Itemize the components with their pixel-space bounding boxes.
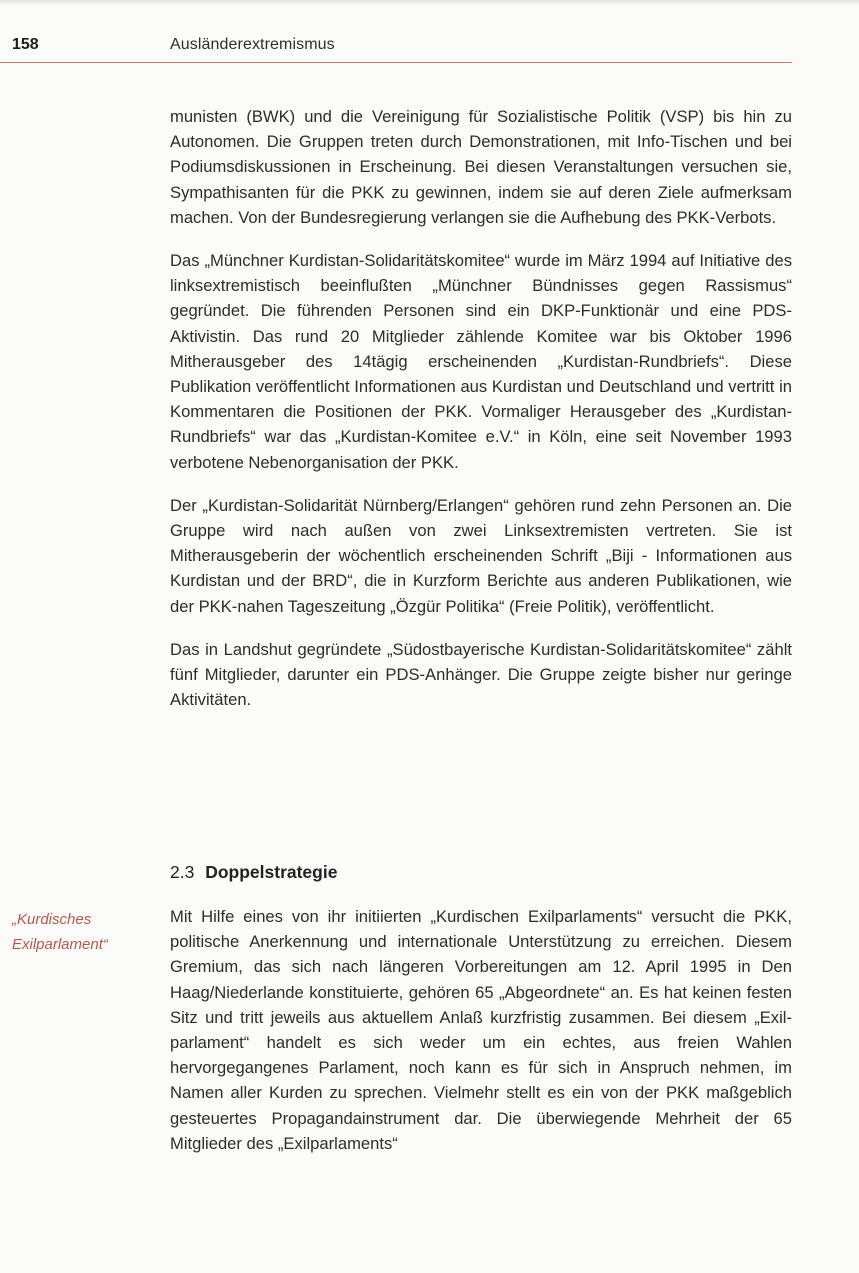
margin-note-line-1: „Kurdisches (12, 911, 92, 928)
paragraph-4: Das in Landshut gegründete „Südostbayerische Kurdistan-Solidaritätskomitee“ zählt fünf Mitglieder, darunter ein PDS-Anhänger. Die Gruppe zeigte bisher nur geringe Aktivitäten. (170, 639, 792, 710)
page-number: 158 (12, 36, 39, 53)
section-number: 2.3 (170, 862, 195, 882)
margin-note-line-2: Exilparlament“ (12, 936, 108, 953)
paragraph-3: Der „Kurdistan-Solidarität Nürnberg/Erlangen“ gehören rund zehn Personen an. Die Gruppe wird nach außen von zwei Linksextremisten vertreten. Sie ist Mitherausgeberin der wöchentlich erscheinenden Schrift „Biji - Informationen aus Kurdistan und der BRD“, die in Kurzform Berichte aus anderen Publikationen, wie der PKK-nahen Tageszeitung „Özgür Politika“ (Freie Politik), veröffentlicht. (170, 495, 792, 616)
page-header (0, 0, 859, 60)
section-title: Doppelstrategie (205, 862, 338, 882)
paragraph-1: munisten (BWK) und die Vereinigung für Sozialistische Politik (VSP) bis hin zu Autonomen. Die Gruppen treten durch Demonstrationen, mit Info-Tischen und bei Podiumsdiskussionen in Erscheinung. Bei diesen Veranstaltungen versuchen sie, Sympathisanten für die PKK zu gewinnen, indem sie auf deren Ziele aufmerksam machen. Von der Bundesregierung verlangen sie die Aufhebung des PKK-Verbots. (170, 107, 792, 227)
section-heading (170, 862, 337, 883)
section-body-text (170, 904, 792, 1174)
paragraph-2: Das „Münchner Kurdistan-Solidaritätskomitee“ wurde im März 1994 auf Initiative des linksextremistisch beeinflußten „Münchner Bündnisses gegen Rassismus“ gegründet. Die führenden Personen sind ein DKP-Funktionär und eine PDS-Aktivistin. Das rund 20 Mitglieder zählende Komitee war bis Oktober 1996 Mitherausgeber des 14tägig erscheinenden „Kurdistan-Rundbriefs“. Diese Publikation veröffentlicht Informationen aus Kurdistan und Deutschland und vertritt in Kommentaren die Positionen der PKK. Vormaliger Herausgeber des „Kurdistan-Rundbriefs“ war das „Kurdistan-Komitee e.V.“ in Köln, eine seit November 1993 verbotene Nebenorganisation der PKK. (170, 251, 792, 472)
header-rule (0, 62, 792, 63)
section-paragraph-1: Mit Hilfe eines von ihr initiierten „Kurdischen Exilparlaments“ versucht die PKK, politische Anerkennung und internationale Unterstützung zu erreichen. Diesem Gremium, das sich nach längeren Vorbereitungen am 12. April 1995 in Den Haag/Niederlande konstituierte, gehören 65 „Abgeordnete“ an. Es hat keinen festen Sitz und tritt jeweils aus aktuellem Anlaß kurzfristig zusammen. Bei diesem „Exilparlament“ handelt es sich weder um ein echtes, aus freien Wahlen hervorgegangenes Parlament, noch kann es für sich in Anspruch nehmen, im Namen aller Kurden zu sprechen. Vielmehr stellt es ein von der PKK maßgeblich gesteuertes Propagandainstrument dar. Die überwiegende Mehrheit der 65 Mitglieder des „Exilparlaments“ (170, 907, 792, 1153)
margin-note (12, 907, 152, 957)
body-text (170, 104, 792, 730)
running-title: Ausländerextremismus (170, 36, 335, 53)
